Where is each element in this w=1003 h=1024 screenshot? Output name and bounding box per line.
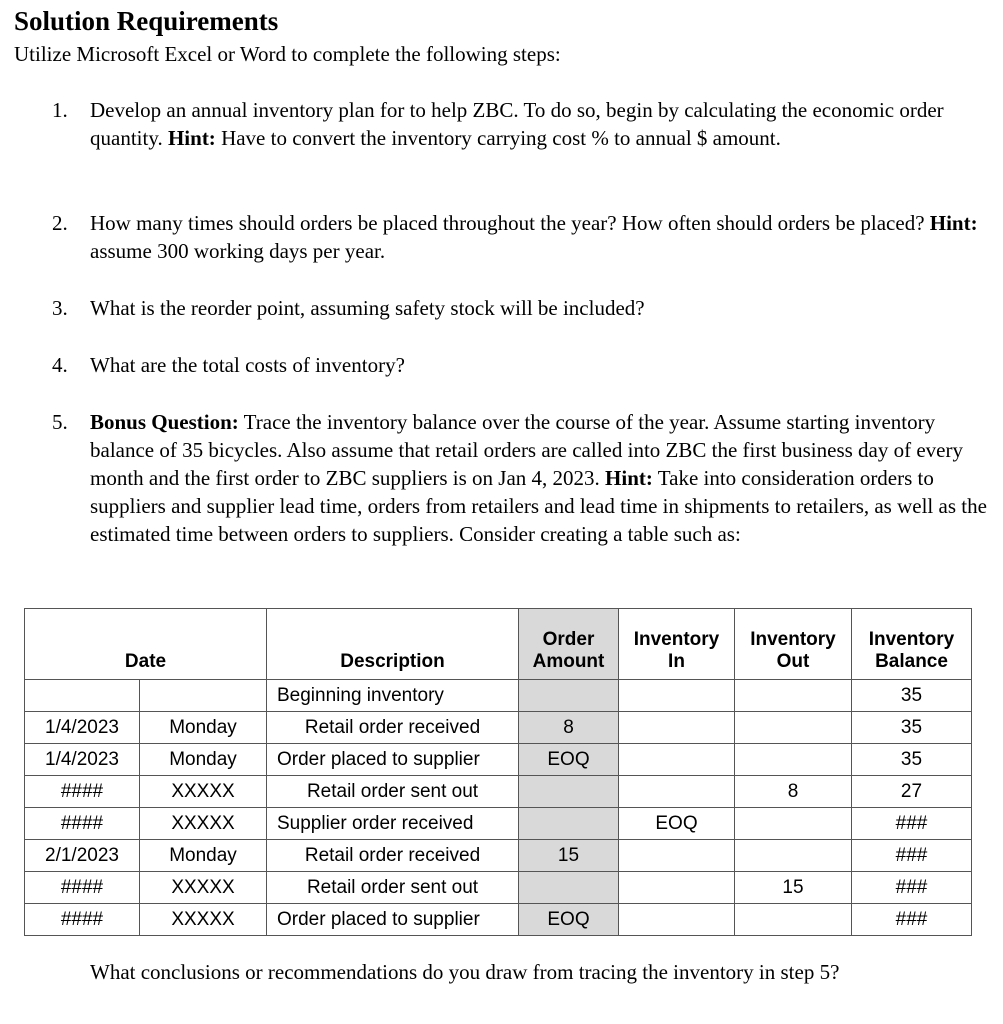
cell-day: Monday: [140, 840, 267, 872]
cell-date: ####: [25, 776, 140, 808]
table-row: [25, 872, 972, 904]
cell-inventory-out: [735, 680, 852, 712]
cell-inventory-balance: 27: [852, 776, 972, 808]
cell-day: XXXXX: [140, 776, 267, 808]
inventory-table: [24, 608, 972, 936]
cell-description: Retail order received: [267, 712, 519, 744]
step-text: Trace the inventory balance over the course of the year. Assume starting inventory balance of 35 bicycles. Also assume that retail orders are called into ZBC the first business day of every month and the first order to ZBC suppliers is on Jan 4, 2023.: [90, 410, 963, 490]
step-number: 3.: [52, 296, 68, 320]
cell-inventory-out: [735, 840, 852, 872]
table-row: [25, 904, 972, 936]
cell-inventory-balance: 35: [852, 712, 972, 744]
cell-inventory-out: [735, 808, 852, 840]
cell-inventory-in: [619, 744, 735, 776]
intro-text: Utilize Microsoft Excel or Word to complete the following steps:: [14, 42, 561, 66]
hint-label: Hint:: [605, 466, 653, 490]
cell-inventory-balance: 35: [852, 744, 972, 776]
step-number: 2.: [52, 211, 68, 235]
cell-date: ####: [25, 808, 140, 840]
table-row: [25, 776, 972, 808]
cell-order-amount: [519, 776, 619, 808]
header-order-amount: Order Amount: [519, 609, 619, 680]
cell-order-amount: 15: [519, 840, 619, 872]
cell-day: [140, 680, 267, 712]
cell-date: ####: [25, 904, 140, 936]
cell-description: Retail order sent out: [267, 872, 519, 904]
cell-inventory-in: [619, 872, 735, 904]
header-inventory-out: Inventory Out: [735, 609, 852, 680]
table-row: [25, 744, 972, 776]
cell-inventory-in: EOQ: [619, 808, 735, 840]
step-hint-text: Have to convert the inventory carrying cost % to annual $ amount.: [215, 126, 781, 150]
cell-day: XXXXX: [140, 904, 267, 936]
header-inventory-in: Inventory In: [619, 609, 735, 680]
cell-order-amount: [519, 872, 619, 904]
cell-day: Monday: [140, 744, 267, 776]
step-number: 4.: [52, 353, 68, 377]
cell-inventory-out: [735, 744, 852, 776]
cell-date: 1/4/2023: [25, 744, 140, 776]
step-text: What are the total costs of inventory?: [90, 353, 405, 377]
cell-description: Beginning inventory: [267, 680, 519, 712]
table-row: [25, 840, 972, 872]
cell-date: 2/1/2023: [25, 840, 140, 872]
cell-description: Supplier order received: [267, 808, 519, 840]
cell-inventory-balance: ###: [852, 872, 972, 904]
cell-description: Order placed to supplier: [267, 744, 519, 776]
cell-order-amount: [519, 680, 619, 712]
header-date: Date: [25, 609, 267, 680]
cell-inventory-out: [735, 904, 852, 936]
cell-date: [25, 680, 140, 712]
step-number: 5.: [52, 410, 68, 434]
cell-description: Retail order received: [267, 840, 519, 872]
step-number: 1.: [52, 98, 68, 122]
cell-order-amount: EOQ: [519, 744, 619, 776]
cell-inventory-out: [735, 712, 852, 744]
cell-inventory-out: 8: [735, 776, 852, 808]
header-inventory-balance: Inventory Balance: [852, 609, 972, 680]
cell-inventory-in: [619, 680, 735, 712]
step-text: How many times should orders be placed throughout the year? How often should orders be placed?: [90, 211, 930, 235]
table-row: [25, 680, 972, 712]
table-header-row: [25, 609, 972, 680]
bonus-label: Bonus Question:: [90, 410, 239, 434]
page-title: Solution Requirements: [14, 6, 279, 36]
cell-day: XXXXX: [140, 872, 267, 904]
cell-date: ####: [25, 872, 140, 904]
cell-inventory-in: [619, 776, 735, 808]
cell-inventory-out: 15: [735, 872, 852, 904]
table-row: [25, 808, 972, 840]
cell-order-amount: [519, 808, 619, 840]
cell-inventory-in: [619, 904, 735, 936]
hint-label: Hint:: [167, 126, 216, 150]
header-description: Description: [267, 609, 519, 680]
cell-inventory-in: [619, 840, 735, 872]
cell-date: 1/4/2023: [25, 712, 140, 744]
table-row: [25, 712, 972, 744]
cell-inventory-balance: ###: [852, 840, 972, 872]
cell-inventory-balance: 35: [852, 680, 972, 712]
cell-inventory-balance: ###: [852, 808, 972, 840]
cell-description: Retail order sent out: [267, 776, 519, 808]
conclusion-question: What conclusions or recommendations do you draw from tracing the inventory in step 5?: [90, 960, 840, 984]
step-text: What is the reorder point, assuming safety stock will be included?: [90, 296, 645, 320]
cell-order-amount: 8: [519, 712, 619, 744]
cell-order-amount: EOQ: [519, 904, 619, 936]
cell-day: XXXXX: [140, 808, 267, 840]
cell-day: Monday: [140, 712, 267, 744]
step-hint-text: Take into consideration orders to suppliers and supplier lead time, orders from retailers and lead time in shipments to retailers, as well as the estimated time between orders to suppliers. Consider creating a table such as:: [90, 466, 987, 546]
cell-inventory-in: [619, 712, 735, 744]
cell-inventory-balance: ###: [852, 904, 972, 936]
step-text: Develop an annual inventory plan for to help ZBC. To do so, begin by calculating the economic order quantity.: [90, 98, 944, 150]
cell-description: Order placed to supplier: [267, 904, 519, 936]
step-hint-text: assume 300 working days per year.: [90, 239, 386, 263]
hint-label: Hint:: [929, 211, 978, 235]
